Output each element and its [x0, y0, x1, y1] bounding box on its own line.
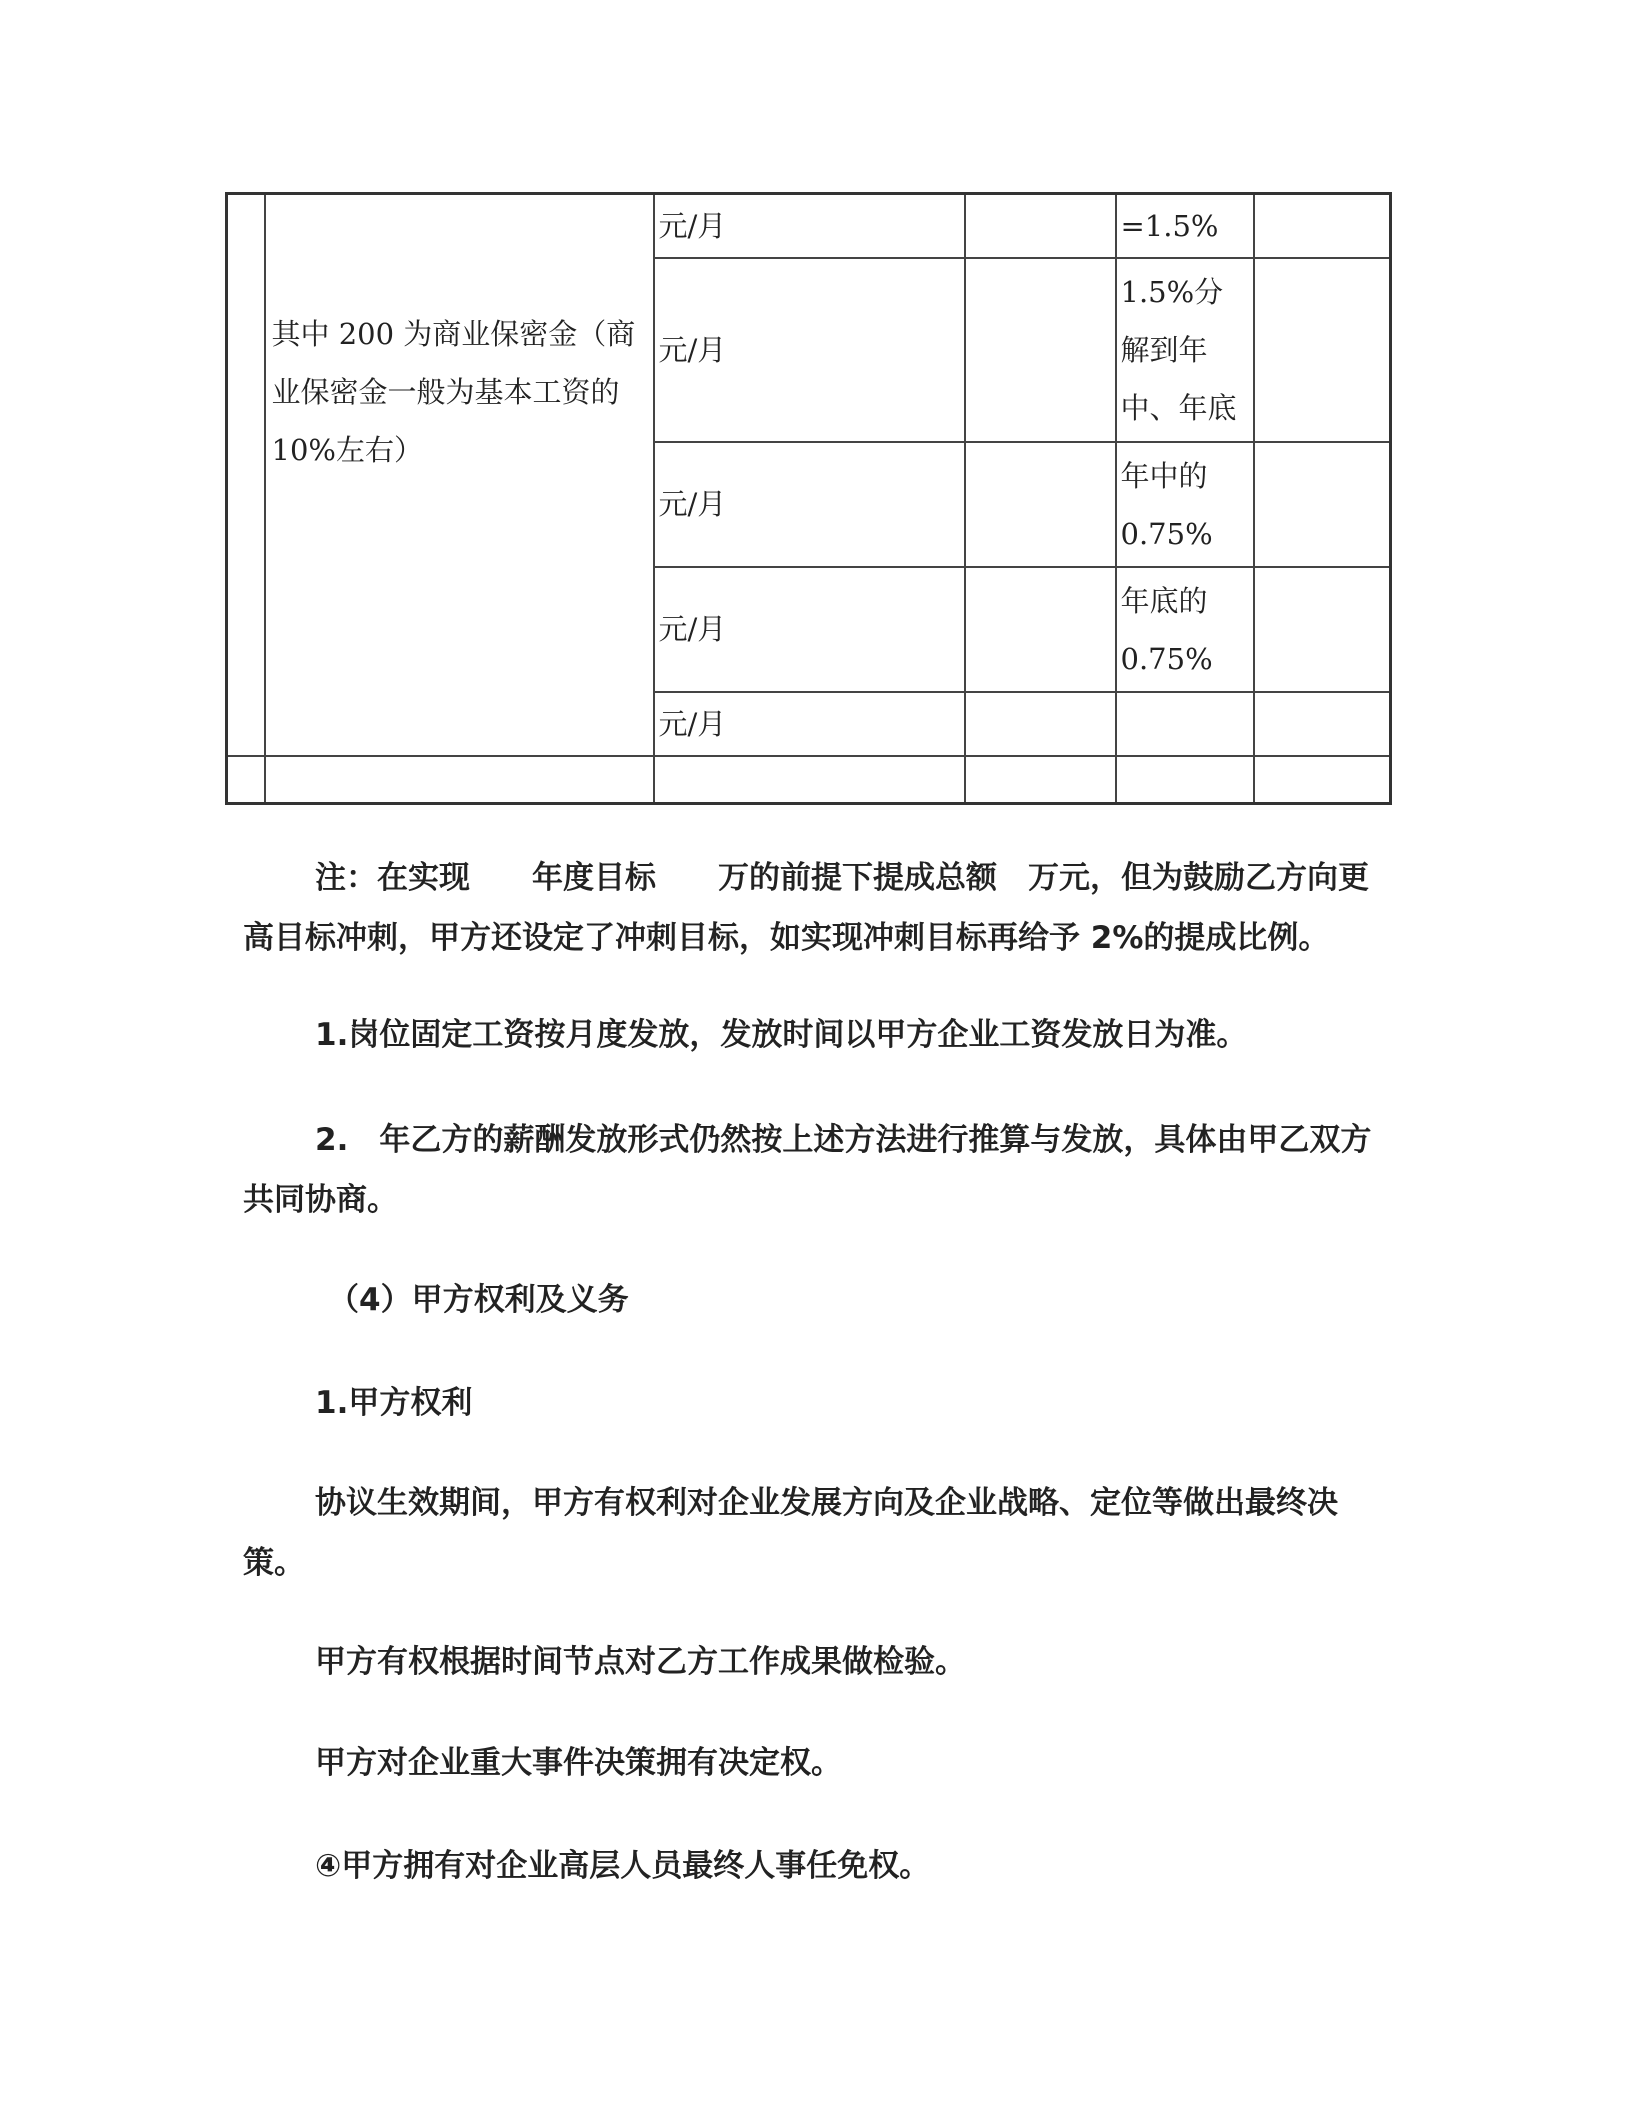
table-cell-note: =1.5%: [1116, 194, 1254, 258]
table-cell-index: [227, 194, 265, 756]
table-cell-unit: 元/月: [654, 258, 965, 442]
table-cell-unit: 元/月: [654, 567, 965, 692]
table-cell-unit: 元/月: [654, 194, 965, 258]
right-d-paragraph: ④甲方拥有对企业高层人员最终人事任免权。: [315, 1848, 931, 1884]
table-cell-note: 1.5%分解到年中、年底: [1116, 258, 1254, 442]
table-cell-empty: [654, 756, 965, 804]
rights-title: 1.甲方权利: [315, 1385, 473, 1421]
table-cell-empty: [965, 756, 1116, 804]
table-cell-empty: [965, 567, 1116, 692]
table-cell-note: 年中的 0.75%: [1116, 442, 1254, 567]
right-a-paragraph: 协议生效期间，甲方有权利对企业发展方向及企业战略、定位等做出最终决策。: [243, 1485, 1338, 1581]
table-cell-empty: [1116, 756, 1254, 804]
right-c-paragraph: 甲方对企业重大事件决策拥有决定权。: [315, 1745, 842, 1781]
table-cell-note: 年底的 0.75%: [1116, 567, 1254, 692]
item-2-paragraph: 2. 年乙方的薪酬发放形式仍然按上述方法进行推算与发放，具体由甲乙双方共同协商。: [243, 1122, 1372, 1218]
table-cell-empty: [227, 756, 265, 804]
note-paragraph: 注：在实现 年度目标 万的前提下提成总额 万元，但为鼓励乙方向更高目标冲刺，甲方还设定了冲刺目标，如实现冲刺目标再给予 2%的提成比例。: [243, 860, 1369, 956]
table-cell-empty: [1254, 756, 1391, 804]
table-cell-empty: [965, 442, 1116, 567]
table-row: [227, 194, 1391, 258]
table-cell-empty: [1254, 194, 1391, 258]
table-cell-empty: [1254, 567, 1391, 692]
table-cell-empty: [1254, 692, 1391, 756]
right-b-paragraph: 甲方有权根据时间节点对乙方工作成果做检验。: [315, 1644, 966, 1680]
table-row: [227, 756, 1391, 804]
table-cell-empty: [265, 756, 654, 804]
section-4-heading: （4）甲方权利及义务: [328, 1282, 629, 1318]
table-cell-unit: 元/月: [654, 692, 965, 756]
table-cell-empty: [1254, 258, 1391, 442]
salary-table: [225, 192, 1392, 805]
table-cell-empty: [965, 692, 1116, 756]
item-1-paragraph: 1.岗位固定工资按月度发放，发放时间以甲方企业工资发放日为准。: [315, 1017, 1248, 1053]
table-cell-empty: [965, 194, 1116, 258]
table-cell-empty: [965, 258, 1116, 442]
table-cell-empty: [1254, 442, 1391, 567]
table-cell-description: 其中 200 为商业保密金（商业保密金一般为基本工资的10%左右）: [265, 194, 654, 756]
table-cell-unit: 元/月: [654, 442, 965, 567]
table-cell-note: [1116, 692, 1254, 756]
